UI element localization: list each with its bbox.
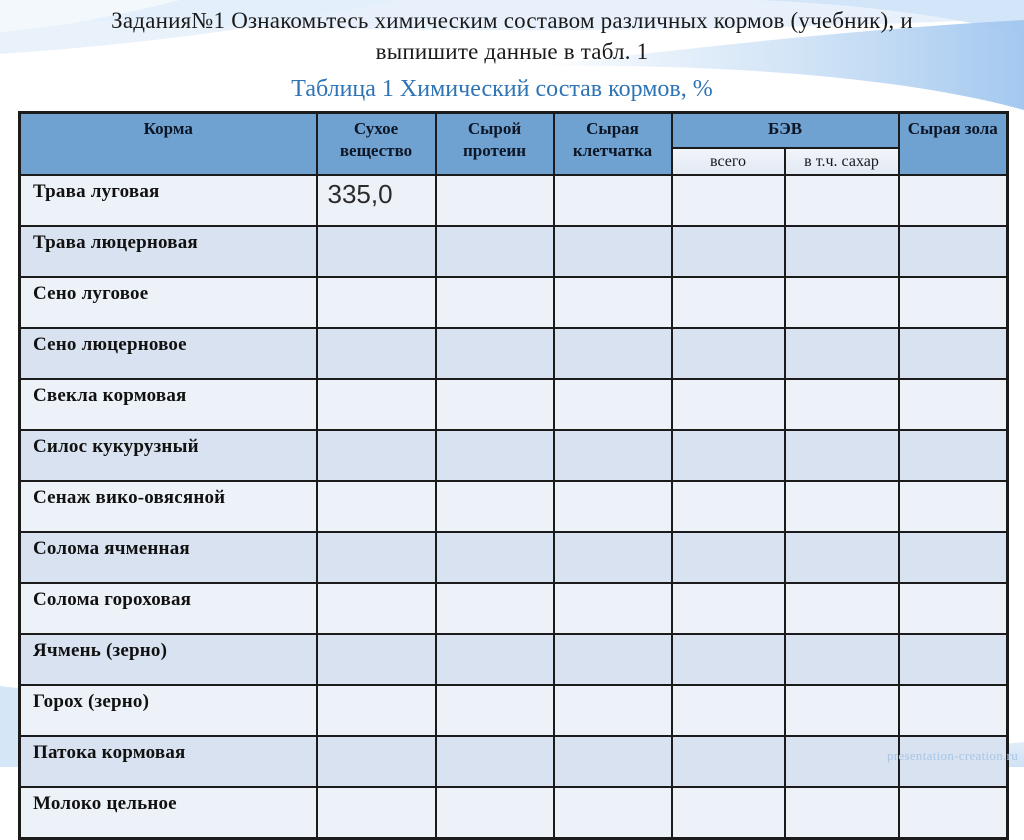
table-row (20, 685, 1008, 736)
value-cell-bev-sugar (785, 685, 899, 736)
value-cell-crude-ash (899, 328, 1008, 379)
value-cell-crude-protein (436, 481, 554, 532)
value-cell-bev-sugar (785, 634, 899, 685)
table-row (20, 481, 1008, 532)
table-row (20, 328, 1008, 379)
feed-name-cell: Сенаж вико-овясяной (20, 481, 317, 532)
value-cell-crude-protein (436, 634, 554, 685)
value-cell-crude-protein (436, 175, 554, 226)
feed-name-cell: Сено люцерновое (20, 328, 317, 379)
value-cell-bev-sugar (785, 328, 899, 379)
value-cell-bev-total (672, 634, 785, 685)
value-cell-bev-sugar (785, 736, 899, 787)
value-cell-crude-ash (899, 226, 1008, 277)
value-cell-bev-total (672, 583, 785, 634)
feed-name-cell: Солома гороховая (20, 583, 317, 634)
value-cell-crude-fiber (554, 226, 672, 277)
table-row (20, 226, 1008, 277)
value-cell-crude-ash (899, 277, 1008, 328)
value-cell-crude-fiber (554, 685, 672, 736)
value-cell-bev-sugar (785, 379, 899, 430)
value-cell-bev-sugar (785, 481, 899, 532)
value-cell-crude-fiber (554, 532, 672, 583)
value-cell-crude-protein (436, 787, 554, 839)
value-cell-crude-fiber (554, 481, 672, 532)
value-cell-crude-protein (436, 736, 554, 787)
value-cell-crude-fiber (554, 328, 672, 379)
table-row (20, 379, 1008, 430)
value-cell-dry-matter (317, 481, 436, 532)
feed-name-cell: Горох (зерно) (20, 685, 317, 736)
feed-composition-table (18, 111, 1009, 840)
feed-name-cell: Трава люцерновая (20, 226, 317, 277)
value-cell-dry-matter (317, 430, 436, 481)
value-cell-bev-sugar (785, 532, 899, 583)
value-cell-bev-total (672, 685, 785, 736)
value-cell-crude-ash (899, 430, 1008, 481)
value-cell-crude-protein (436, 226, 554, 277)
value-cell-dry-matter (317, 685, 436, 736)
value-cell-crude-protein (436, 532, 554, 583)
value-cell-crude-fiber (554, 736, 672, 787)
value-cell-crude-protein (436, 685, 554, 736)
table-row (20, 175, 1008, 226)
col-header-crude-ash: Сырая зола (899, 113, 1008, 176)
feed-name-cell: Свекла кормовая (20, 379, 317, 430)
slide-title (0, 5, 1024, 67)
value-cell-dry-matter (317, 277, 436, 328)
feed-name-cell: Солома ячменная (20, 532, 317, 583)
value-cell-bev-total (672, 430, 785, 481)
col-header-dry-matter: Сухое вещество (317, 113, 436, 176)
value-cell-bev-sugar (785, 583, 899, 634)
title-line-2: выпишите данные в табл. 1 (375, 39, 649, 64)
value-cell-bev-sugar (785, 226, 899, 277)
value-cell-bev-sugar (785, 277, 899, 328)
value-cell-bev-total (672, 379, 785, 430)
value-cell-crude-protein (436, 430, 554, 481)
value-cell-crude-ash (899, 532, 1008, 583)
value-cell-crude-protein (436, 379, 554, 430)
value-cell-crude-ash (899, 634, 1008, 685)
value-cell-bev-total (672, 226, 785, 277)
feed-name-cell: Трава луговая (20, 175, 317, 226)
value-cell-dry-matter (317, 328, 436, 379)
value-cell-bev-total (672, 328, 785, 379)
value-cell-dry-matter (317, 634, 436, 685)
value-cell-bev-sugar (785, 430, 899, 481)
table-row (20, 583, 1008, 634)
table-row (20, 736, 1008, 787)
header-row-main (20, 113, 1008, 149)
feed-name-cell: Патока кормовая (20, 736, 317, 787)
table-row (20, 277, 1008, 328)
table-body (20, 175, 1008, 839)
feed-name-cell: Молоко цельное (20, 787, 317, 839)
col-header-bev-group: БЭВ (672, 113, 899, 149)
value-cell-dry-matter (317, 736, 436, 787)
feed-name-cell: Ячмень (зерно) (20, 634, 317, 685)
col-header-crude-protein: Сырой протеин (436, 113, 554, 176)
col-header-feed: Корма (20, 113, 317, 176)
col-header-crude-fiber: Сырая клетчатка (554, 113, 672, 176)
value-cell-dry-matter: 335,0 (317, 175, 436, 226)
value-cell-crude-fiber (554, 277, 672, 328)
value-cell-dry-matter (317, 379, 436, 430)
value-cell-crude-ash (899, 379, 1008, 430)
table-row (20, 634, 1008, 685)
col-header-bev-total: всего (672, 148, 785, 175)
table-caption: Таблица 1 Химический состав кормов, % (291, 76, 713, 102)
value-cell-crude-fiber (554, 634, 672, 685)
value-cell-dry-matter (317, 532, 436, 583)
table-header (20, 113, 1008, 176)
table-row (20, 787, 1008, 839)
value-cell-crude-protein (436, 277, 554, 328)
value-cell-bev-sugar (785, 787, 899, 839)
watermark: presentation-creation.ru (886, 748, 1018, 763)
value-cell-crude-ash (899, 175, 1008, 226)
table-row (20, 532, 1008, 583)
value-cell-bev-total (672, 532, 785, 583)
value-cell-crude-fiber (554, 379, 672, 430)
value-cell-bev-sugar (785, 175, 899, 226)
col-header-bev-sugar: в т.ч. сахар (785, 148, 899, 175)
value-cell-dry-matter (317, 583, 436, 634)
value-cell-crude-protein (436, 328, 554, 379)
value-cell-dry-matter (317, 787, 436, 839)
value-cell-bev-total (672, 277, 785, 328)
value-cell-bev-total (672, 787, 785, 839)
value-cell-bev-total (672, 481, 785, 532)
value-cell-dry-matter (317, 226, 436, 277)
value-cell-crude-fiber (554, 430, 672, 481)
value-cell-crude-fiber (554, 175, 672, 226)
value-cell-crude-ash (899, 787, 1008, 839)
value-cell-crude-protein (436, 583, 554, 634)
value-cell-crude-ash (899, 583, 1008, 634)
table-row (20, 430, 1008, 481)
value-cell-crude-fiber (554, 583, 672, 634)
value-cell-bev-total (672, 175, 785, 226)
value-cell-crude-fiber (554, 787, 672, 839)
value-cell-crude-ash (899, 685, 1008, 736)
feed-name-cell: Сено луговое (20, 277, 317, 328)
value-cell-bev-total (672, 736, 785, 787)
title-line-1: Задания№1 Ознакомьтесь химическим составом различных кормов (учебник), и (111, 8, 913, 33)
value-cell-crude-ash (899, 481, 1008, 532)
feed-name-cell: Силос кукурузный (20, 430, 317, 481)
